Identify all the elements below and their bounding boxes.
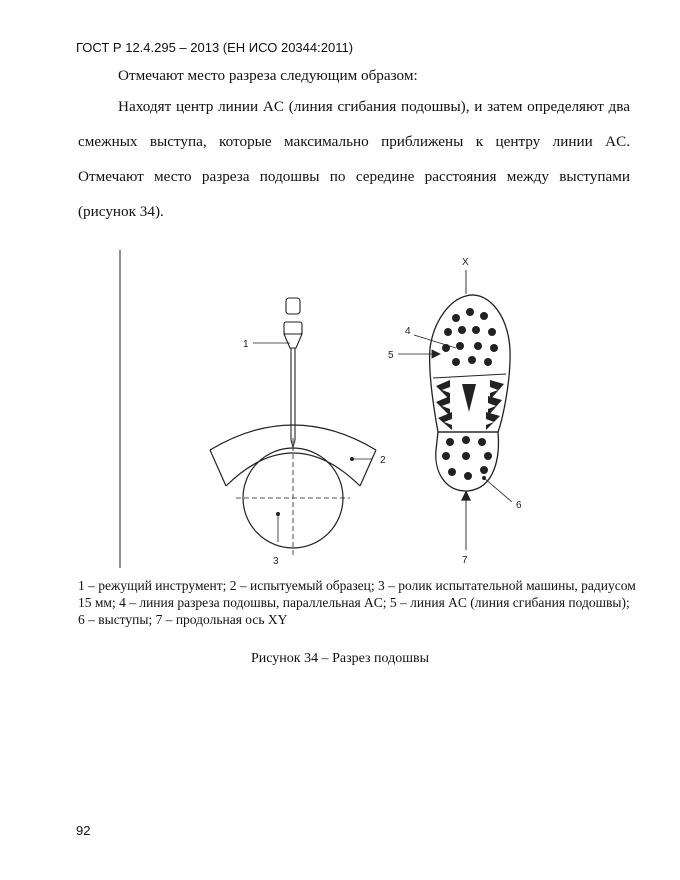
figure-legend: 1 – режущий инструмент; 2 – испытуемый образец; 3 – ролик испытательной машины, радиусом 15 мм; 4 – линия разреза подошвы, параллельная AC; 5 – линия AC (линия сгибания подошвы); 6 – выступы; 7 – продольная ось XY: [78, 578, 636, 627]
studs-heel: [442, 436, 492, 480]
paragraph-intro: Отмечают место разреза следующим образом:: [118, 67, 418, 84]
label-x: X: [462, 257, 469, 268]
paragraph-procedure: Находят центр линии AC (линия сгибания подошвы), и затем определяют два смежных выступа, которые максимально приближены к центру линии AC. Отмечают место разреза подошвы по середине расстояния между выступами (рисунок 34).: [78, 98, 630, 220]
label-1: 1: [243, 339, 249, 350]
left-leaders: [253, 343, 372, 542]
label-6: 6: [516, 500, 522, 511]
figure-34: [100, 250, 580, 580]
label-2: 2: [380, 455, 386, 466]
document-header: ГОСТ Р 12.4.295 – 2013 (ЕН ИСО 20344:2011): [76, 40, 354, 55]
label-4: 4: [405, 326, 411, 337]
roller-drawing: [236, 438, 350, 555]
label-7: 7: [462, 555, 468, 566]
studs-forefoot: [442, 308, 498, 366]
page-number: 92: [76, 823, 91, 838]
sole-cut-diagram: [100, 250, 580, 580]
label-3: 3: [273, 556, 279, 567]
chevrons-midfoot: [436, 380, 504, 430]
figure-title: Рисунок 34 – Разрез подошвы: [250, 651, 430, 666]
label-5: 5: [388, 350, 394, 361]
